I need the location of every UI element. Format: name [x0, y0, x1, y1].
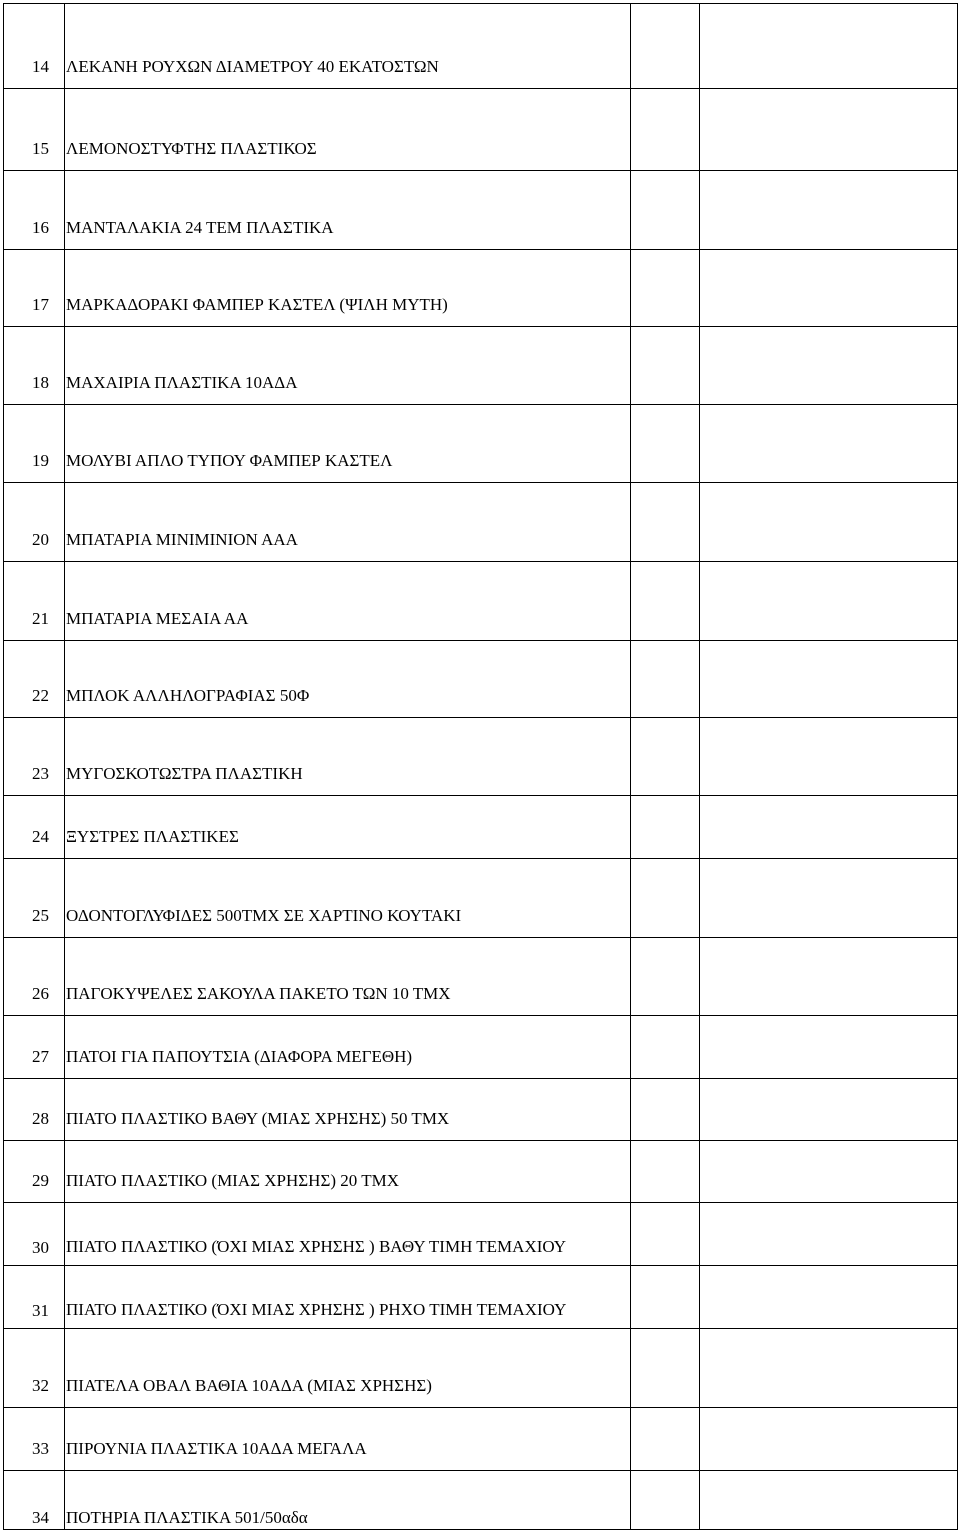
quantity-cell [631, 1016, 700, 1079]
price-cell [700, 405, 958, 483]
item-description: ΜΑΧΑΙΡΙΑ ΠΛΑΣΤΙΚΑ 10ΑΔΑ [65, 327, 631, 405]
price-cell [700, 1016, 958, 1079]
table-row [4, 859, 958, 938]
table-row [4, 250, 958, 327]
price-cell [700, 483, 958, 562]
item-description: ΠΙΑΤΟ ΠΛΑΣΤΙΚΟ (ΌΧΙ ΜΙΑΣ ΧΡΗΣΗΣ ) ΒΑΘΥ ΤΙΜΗ ΤΕΜΑΧΙΟΥ [65, 1203, 631, 1266]
price-cell [700, 562, 958, 641]
price-cell [700, 718, 958, 796]
price-cell [700, 796, 958, 859]
row-number: 16 [4, 171, 65, 250]
row-number: 27 [4, 1016, 65, 1079]
row-number: 28 [4, 1079, 65, 1141]
row-number: 26 [4, 938, 65, 1016]
row-number: 21 [4, 562, 65, 641]
row-number: 20 [4, 483, 65, 562]
item-description: ΠΙΑΤΟ ΠΛΑΣΤΙΚΟ ΒΑΘΥ (ΜΙΑΣ ΧΡΗΣΗΣ) 50 ΤΜΧ [65, 1079, 631, 1141]
item-description: ΠΙΡΟΥΝΙΑ ΠΛΑΣΤΙΚΑ 10ΑΔΑ ΜΕΓΑΛΑ [65, 1408, 631, 1471]
row-number: 32 [4, 1329, 65, 1408]
row-number: 25 [4, 859, 65, 938]
row-number: 23 [4, 718, 65, 796]
price-cell [700, 171, 958, 250]
table-row [4, 171, 958, 250]
items-table [3, 3, 958, 1530]
quantity-cell [631, 718, 700, 796]
price-cell [700, 250, 958, 327]
row-number: 22 [4, 641, 65, 718]
table-row [4, 796, 958, 859]
table-row [4, 641, 958, 718]
table-row [4, 718, 958, 796]
quantity-cell [631, 796, 700, 859]
quantity-cell [631, 250, 700, 327]
row-number: 14 [4, 4, 65, 89]
row-number: 30 [4, 1203, 65, 1266]
price-cell [700, 1408, 958, 1471]
table-row [4, 483, 958, 562]
price-cell [700, 1141, 958, 1203]
item-description: ΜΠΛΟΚ ΑΛΛΗΛΟΓΡΑΦΙΑΣ 50Φ [65, 641, 631, 718]
quantity-cell [631, 1203, 700, 1266]
price-cell [700, 4, 958, 89]
table-row [4, 1079, 958, 1141]
row-number: 24 [4, 796, 65, 859]
item-description: ΜΠΑΤΑΡΙΑ ΜΙΝΙΜΙΝΙΟΝ ΑΑΑ [65, 483, 631, 562]
price-cell [700, 641, 958, 718]
item-description: ΛΕΚΑΝΗ ΡΟΥΧΩΝ ΔΙΑΜΕΤΡΟΥ 40 ΕΚΑΤΟΣΤΩΝ [65, 4, 631, 89]
table-row [4, 1203, 958, 1266]
item-description: ΜΑΡΚΑΔΟΡΑΚΙ ΦΑΜΠΕΡ ΚΑΣΤΕΛ (ΨΙΛΗ ΜΥΤΗ) [65, 250, 631, 327]
table-row [4, 1329, 958, 1408]
table-row [4, 1016, 958, 1079]
quantity-cell [631, 327, 700, 405]
price-cell [700, 327, 958, 405]
table-row [4, 1266, 958, 1329]
quantity-cell [631, 938, 700, 1016]
table-row [4, 562, 958, 641]
quantity-cell [631, 641, 700, 718]
quantity-cell [631, 89, 700, 171]
table-row [4, 4, 958, 89]
table-row [4, 89, 958, 171]
item-description: ΜΥΓΟΣΚΟΤΩΣΤΡΑ ΠΛΑΣΤΙΚΗ [65, 718, 631, 796]
item-description: ΟΔΟΝΤΟΓΛΥΦΙΔΕΣ 500ΤΜΧ ΣΕ ΧΑΡΤΙΝΟ ΚΟΥΤΑΚΙ [65, 859, 631, 938]
row-number: 29 [4, 1141, 65, 1203]
price-cell [700, 1266, 958, 1329]
table-row [4, 938, 958, 1016]
price-cell [700, 859, 958, 938]
item-description: ΠΙΑΤΟ ΠΛΑΣΤΙΚΟ (ΌΧΙ ΜΙΑΣ ΧΡΗΣΗΣ ) ΡΗΧΟ ΤΙΜΗ ΤΕΜΑΧΙΟΥ [65, 1266, 631, 1329]
quantity-cell [631, 1266, 700, 1329]
item-description: ΜΟΛΥΒΙ ΑΠΛΟ ΤΥΠΟΥ ΦΑΜΠΕΡ ΚΑΣΤΕΛ [65, 405, 631, 483]
table-row [4, 1141, 958, 1203]
item-description: ΠΙΑΤΟ ΠΛΑΣΤΙΚΟ (ΜΙΑΣ ΧΡΗΣΗΣ) 20 ΤΜΧ [65, 1141, 631, 1203]
row-number: 17 [4, 250, 65, 327]
table-row [4, 1408, 958, 1471]
quantity-cell [631, 171, 700, 250]
quantity-cell [631, 859, 700, 938]
item-description: ΠΙΑΤΕΛΑ ΟΒΑΛ ΒΑΘΙΑ 10ΑΔΑ (ΜΙΑΣ ΧΡΗΣΗΣ) [65, 1329, 631, 1408]
price-cell [700, 938, 958, 1016]
price-cell [700, 1079, 958, 1141]
quantity-cell [631, 1141, 700, 1203]
quantity-cell [631, 562, 700, 641]
price-cell [700, 1203, 958, 1266]
item-description: ΜΑΝΤΑΛΑΚΙΑ 24 ΤΕΜ ΠΛΑΣΤΙΚΑ [65, 171, 631, 250]
row-number: 34 [4, 1471, 65, 1530]
row-number: 18 [4, 327, 65, 405]
quantity-cell [631, 1079, 700, 1141]
row-number: 31 [4, 1266, 65, 1329]
table-row [4, 1471, 958, 1530]
item-description: ΠΑΓΟΚΥΨΕΛΕΣ ΣΑΚΟΥΛΑ ΠΑΚΕΤΟ ΤΩΝ 10 ΤΜΧ [65, 938, 631, 1016]
table-row [4, 327, 958, 405]
price-cell [700, 1471, 958, 1530]
item-description: ΠΟΤΗΡΙΑ ΠΛΑΣΤΙΚΑ 501/50αδα [65, 1471, 631, 1530]
price-cell [700, 89, 958, 171]
row-number: 19 [4, 405, 65, 483]
item-description: ΛΕΜΟΝΟΣΤΥΦΤΗΣ ΠΛΑΣΤΙΚΟΣ [65, 89, 631, 171]
quantity-cell [631, 1471, 700, 1530]
quantity-cell [631, 4, 700, 89]
quantity-cell [631, 1329, 700, 1408]
row-number: 33 [4, 1408, 65, 1471]
price-cell [700, 1329, 958, 1408]
row-number: 15 [4, 89, 65, 171]
table-row [4, 405, 958, 483]
quantity-cell [631, 483, 700, 562]
item-description: ΠΑΤΟΙ ΓΙΑ ΠΑΠΟΥΤΣΙΑ (ΔΙΑΦΟΡΑ ΜΕΓΕΘΗ) [65, 1016, 631, 1079]
quantity-cell [631, 1408, 700, 1471]
item-description: ΜΠΑΤΑΡΙΑ ΜΕΣΑΙΑ ΑΑ [65, 562, 631, 641]
item-description: ΞΥΣΤΡΕΣ ΠΛΑΣΤΙΚΕΣ [65, 796, 631, 859]
quantity-cell [631, 405, 700, 483]
